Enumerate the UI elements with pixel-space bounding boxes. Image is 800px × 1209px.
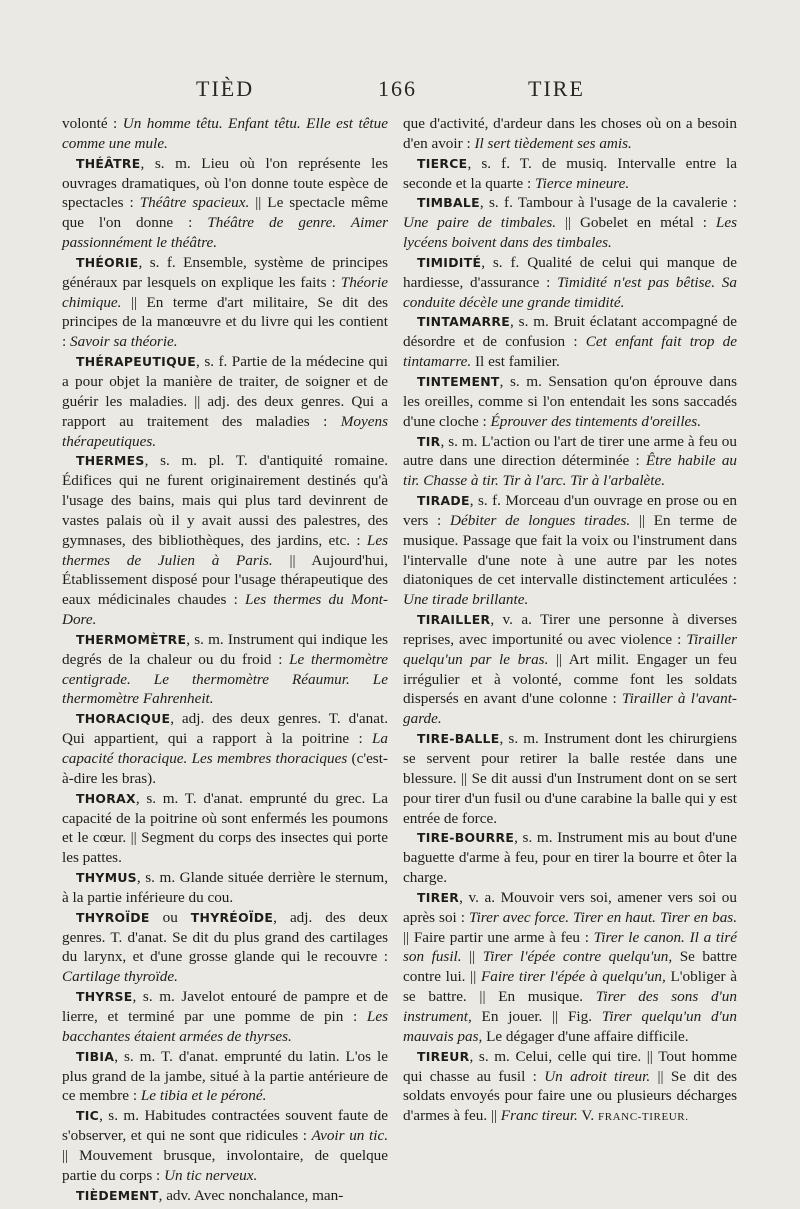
headword: TINTEMENT bbox=[417, 373, 500, 389]
example-text: Tirer l'épée contre quelqu'un, bbox=[482, 948, 673, 966]
definition-text: , s. m. Instrument mis au bout d'une baguette d'arme à feu, pour en tirer la bourre et ôter la charge. bbox=[403, 829, 737, 887]
headword-variant: THYRÉOÏDE bbox=[190, 909, 274, 925]
entry-thermometre bbox=[62, 630, 388, 709]
entry-tierce bbox=[403, 154, 737, 194]
entry-continuation bbox=[62, 114, 388, 154]
example-text: Le tibia et le péroné. bbox=[140, 1087, 267, 1105]
entry-tiedement bbox=[62, 1186, 388, 1206]
definition-text: , s. m. Bruit éclatant accompagné de désordre et de confusion : bbox=[403, 313, 737, 351]
definition-text: , adv. Avec nonchalance, man- bbox=[158, 1186, 344, 1204]
definition-text: , s. f. Ensemble, système de principes généraux par lesquels on explique les faits : bbox=[62, 253, 388, 291]
definition-text: , s. m. Sensation qu'on éprouve dans les oreilles, comme si l'on entendait les sons saccadés d'une cloche : bbox=[403, 372, 737, 430]
example-text: Les bacchantes étaient armées de thyrses. bbox=[62, 1007, 388, 1045]
entry-thoracique bbox=[62, 709, 388, 788]
example-text: Les thermes du Mont-Dore. bbox=[62, 591, 388, 629]
definition-text: || Gobelet en métal : bbox=[556, 214, 716, 232]
cross-reference: FRANC-TIREUR. bbox=[597, 1111, 689, 1124]
example-text: La capacité thoracique. Les membres thoraciques bbox=[62, 730, 388, 767]
headword: TIMBALE bbox=[417, 195, 480, 211]
entry-tintement bbox=[403, 372, 737, 432]
left-column bbox=[62, 114, 388, 1205]
definition-text: En jouer. || Fig. bbox=[471, 1007, 602, 1025]
definition-text: ou bbox=[149, 908, 191, 926]
entry-tire-bourre bbox=[403, 828, 737, 888]
headword: THERMES bbox=[76, 453, 145, 469]
definition-text: , s. m. Instrument qui indique les degrés de la chaleur ou du froid : bbox=[62, 630, 388, 668]
header-left-guideword: TIÈD bbox=[196, 76, 255, 101]
entry-tir bbox=[403, 432, 737, 492]
definition-text: , s. m. Lieu où l'on représente les ouvrages dramatiques, où l'on donne toute espèce de spectacles : bbox=[62, 154, 388, 212]
headword: THÉRAPEUTIQUE bbox=[76, 354, 197, 370]
entry-tintamarre bbox=[403, 312, 737, 372]
headword: THÉORIE bbox=[76, 254, 139, 270]
entry-tibia bbox=[62, 1047, 388, 1107]
definition-text: || Aujourd'hui, Établissement disposé pour l'usage thérapeutique des eaux médicinales chaudes : bbox=[62, 551, 388, 609]
example-text: Un adroit tireur. bbox=[544, 1067, 651, 1085]
headword: TIREUR bbox=[417, 1048, 470, 1064]
right-column bbox=[403, 114, 737, 1128]
definition-text: , s. m. Instrument dont les chirurgiens se servent pour retirer la balle restée dans une blessure. || Se dit aussi d'un Instrument dont on se sert pour tirer d'un fusil ou d'une carabine la balle qui y est entrée de force. bbox=[403, 730, 737, 827]
example-text: Un homme têtu. Enfant têtu. Elle est têtue comme une mule. bbox=[62, 115, 388, 152]
example-text: Les thermes de Julien à Paris. bbox=[62, 531, 388, 569]
example-text: Tierce mineure. bbox=[535, 174, 630, 192]
headword: TIR bbox=[417, 433, 441, 449]
definition-text: || Se dit des soldats envoyés pour faire une ou plusieurs décharges d'armes à feu. || bbox=[403, 1067, 737, 1125]
example-text: Théâtre de genre. Aimer passionnément le théâtre. bbox=[62, 214, 388, 252]
headword: THORAX bbox=[76, 790, 136, 806]
example-text: Tirer avec force. Tirer en haut. Tirer en bas. bbox=[468, 908, 737, 926]
entry-tire-balle bbox=[403, 729, 737, 828]
header-right-guideword: TIRE bbox=[528, 76, 585, 101]
entry-thorax bbox=[62, 789, 388, 868]
entry-continuation bbox=[403, 114, 737, 154]
example-text: Cartilage thyroïde. bbox=[62, 968, 178, 986]
definition-text: , adj. des deux genres. T. d'anat. Qui appartient, qui a rapport à la poitrine : bbox=[62, 710, 388, 748]
entry-thyroide bbox=[62, 908, 388, 987]
definition-text: , s. f. Tambour à l'usage de la cavalerie : bbox=[479, 194, 737, 212]
definition-text: , s. m. Celui, celle qui tire. || Tout homme qui chasse au fusil : bbox=[403, 1047, 737, 1085]
headword: TIRE-BOURRE bbox=[417, 830, 515, 846]
definition-text: V. bbox=[577, 1107, 598, 1125]
definition-text: , s. m. pl. T. d'antiquité romaine. Édifices qui ne furent originairement destinés qu'à l'usage des bains, mais qui plus tard devinrent de vastes palais où il y avait aussi des palestres, des gymnases, des bibliothèques, des jardins, etc. : bbox=[62, 452, 388, 549]
headword: THYMUS bbox=[76, 870, 137, 886]
entry-timbale bbox=[403, 193, 737, 253]
definition-text: Se battre contre lui. || bbox=[403, 948, 737, 986]
example-text: Tirailler à l'avant-garde. bbox=[403, 690, 737, 728]
example-text: Moyens thérapeutiques. bbox=[62, 412, 388, 450]
example-text: Débiter de longues tirades. bbox=[450, 511, 631, 529]
headword: TIMIDITÉ bbox=[417, 254, 482, 270]
definition-text: que d'activité, d'ardeur dans les choses où on a besoin d'en avoir : bbox=[403, 115, 737, 152]
headword: THERMOMÈTRE bbox=[76, 631, 187, 647]
headword: TIRAILLER bbox=[417, 612, 491, 628]
definition-text: , v. a. Tirer une personne à diverses reprises, avec importunité ou avec violence : bbox=[403, 611, 737, 648]
definition-text: , s. m. L'action ou l'art de tirer une arme à feu ou autre dans une direction déterminée : bbox=[403, 432, 737, 470]
entry-thyrse bbox=[62, 987, 388, 1047]
definition-text: || Le spectacle même que l'on donne : bbox=[62, 194, 388, 232]
headword: TINTAMARRE bbox=[417, 314, 510, 330]
entry-theorie bbox=[62, 253, 388, 352]
definition-text: , adj. des deux genres. T. d'anat. Se dit du plus grand des cartilages du larynx, et d'une grosse glande qui le recouvre : bbox=[62, 908, 388, 966]
example-text: Une paire de timbales. bbox=[403, 214, 557, 232]
example-text: Faire tirer l'épée à quelqu'un, bbox=[480, 968, 666, 986]
headword: TIERCE bbox=[417, 155, 468, 171]
entry-tireur bbox=[403, 1047, 737, 1128]
entry-timidite bbox=[403, 253, 737, 313]
headword: TIRE-BALLE bbox=[417, 731, 500, 747]
example-text: Les lycéens boivent dans des timbales. bbox=[403, 214, 737, 252]
example-text: Un tic nerveux. bbox=[164, 1166, 258, 1184]
headword: THÉÂTRE bbox=[76, 155, 141, 171]
entry-tic bbox=[62, 1106, 388, 1185]
definition-text: , s. f. Morceau d'un ouvrage en prose ou en vers : bbox=[403, 492, 737, 529]
definition-text: , v. a. Mouvoir vers soi, amener vers soi ou après soi : bbox=[403, 888, 737, 926]
definition-text: , s. m. Habitudes contractées souvent faute de s'observer, et qui ne sont que ridicules : bbox=[62, 1107, 388, 1145]
definition-text: , s. f. T. de musiq. Intervalle entre la seconde et la quarte : bbox=[403, 154, 737, 192]
example-text: Il sert tièdement ses amis. bbox=[474, 134, 632, 152]
definition-text: volonté : bbox=[62, 115, 123, 132]
definition-text: || Mouvement brusque, involontaire, de quelque partie du corps : bbox=[62, 1146, 388, 1184]
definition-text: , s. f. Qualité de celui qui manque de hardiesse, d'assurance : bbox=[403, 253, 737, 291]
example-text: Tirer quelqu'un d'un mauvais pas, bbox=[403, 1007, 737, 1045]
example-text: Une tirade brillante. bbox=[403, 591, 529, 609]
entry-theatre bbox=[62, 154, 388, 253]
definition-text: || Art milit. Engager un feu irrégulier et à volonté, comme font les soldats dispersés en avant d'une colonne : bbox=[403, 650, 737, 708]
definition-text: || bbox=[461, 948, 483, 966]
definition-text: Le dégager d'une affaire difficile. bbox=[482, 1027, 689, 1045]
headword: TIÈDEMENT bbox=[76, 1187, 159, 1203]
example-text: Théorie chimique. bbox=[62, 273, 388, 311]
example-text: Tirailler quelqu'un par le bras. bbox=[403, 630, 737, 668]
entry-thymus bbox=[62, 868, 388, 908]
definition-text: , s. f. Partie de la médecine qui a pour objet la manière de traiter, de soigner et de guérir les maladies. || adj. des deux genres. Qui a rapport au traitement des maladies : bbox=[62, 353, 388, 430]
example-text: Avoir un tic. bbox=[311, 1127, 388, 1145]
headword: THORACIQUE bbox=[76, 711, 171, 727]
headword: THYROÏDE bbox=[76, 909, 150, 925]
running-header bbox=[0, 76, 800, 106]
example-text: Théâtre spacieux. bbox=[139, 194, 250, 212]
entry-therapeutique bbox=[62, 352, 388, 451]
definition-text: Il est familier. bbox=[471, 353, 560, 371]
definition-text: L'obliger à se battre. || En musique. bbox=[403, 968, 738, 1006]
definition-text: || En terme de musique. Passage que fait la voix ou l'instrument dans l'intervalle d'une note à une autre par les notes diatoniques de cet intervalle distinctement articulées : bbox=[403, 511, 737, 589]
definition-text: , s. m. Javelot entouré de pampre et de lierre, et terminé par une pomme de pin : bbox=[62, 988, 388, 1025]
example-text: Timidité n'est pas bêtise. Sa conduite décèle une grande timidité. bbox=[403, 273, 737, 311]
example-text: Franc tireur. bbox=[500, 1107, 578, 1125]
headword: TIC bbox=[76, 1108, 100, 1124]
example-text: Tirer le canon. Il a tiré son fusil. bbox=[403, 928, 737, 966]
example-text: Tirer des sons d'un instrument, bbox=[403, 988, 737, 1025]
entry-tirer bbox=[403, 888, 737, 1047]
headword: TIRER bbox=[417, 889, 460, 905]
definition-text: , s. m. T. d'anat. emprunté du latin. L'os le plus grand de la jambe, situé à la partie antérieure de ce membre : bbox=[62, 1047, 388, 1105]
definition-text: || Faire partir une arme à feu : bbox=[403, 928, 594, 946]
definition-text: (c'est-à-dire les bras). bbox=[62, 750, 388, 787]
entry-tirailler bbox=[403, 610, 737, 729]
entry-tirade bbox=[403, 491, 737, 610]
headword: TIBIA bbox=[76, 1048, 115, 1064]
example-text: Être habile au tir. Chasse à tir. Tir à l'arc. Tir à l'arbalète. bbox=[403, 452, 738, 490]
entry-thermes bbox=[62, 451, 388, 630]
example-text: Le thermomètre centigrade. Le thermomètre Réaumur. Le thermomètre Fahrenheit. bbox=[62, 650, 388, 708]
definition-text: || En terme d'art militaire, Se dit des principes de la manœuvre et du livre qui les contient : bbox=[62, 293, 388, 351]
page-number: 166 bbox=[378, 76, 417, 101]
example-text: Cet enfant fait trop de tintamarre. bbox=[403, 333, 737, 371]
example-text: Éprouver des tintements d'oreilles. bbox=[490, 412, 701, 430]
definition-text: , s. m. T. d'anat. emprunté du grec. La capacité de la poitrine où sont enfermés les poumons et le cœur. || Segment du corps des insectes qui porte les pattes. bbox=[62, 789, 388, 867]
headword: THYRSE bbox=[76, 989, 133, 1005]
example-text: Savoir sa théorie. bbox=[70, 333, 178, 351]
headword: TIRADE bbox=[417, 493, 470, 509]
definition-text: , s. m. Glande située derrière le sternum, à la partie inférieure du cou. bbox=[62, 869, 388, 906]
